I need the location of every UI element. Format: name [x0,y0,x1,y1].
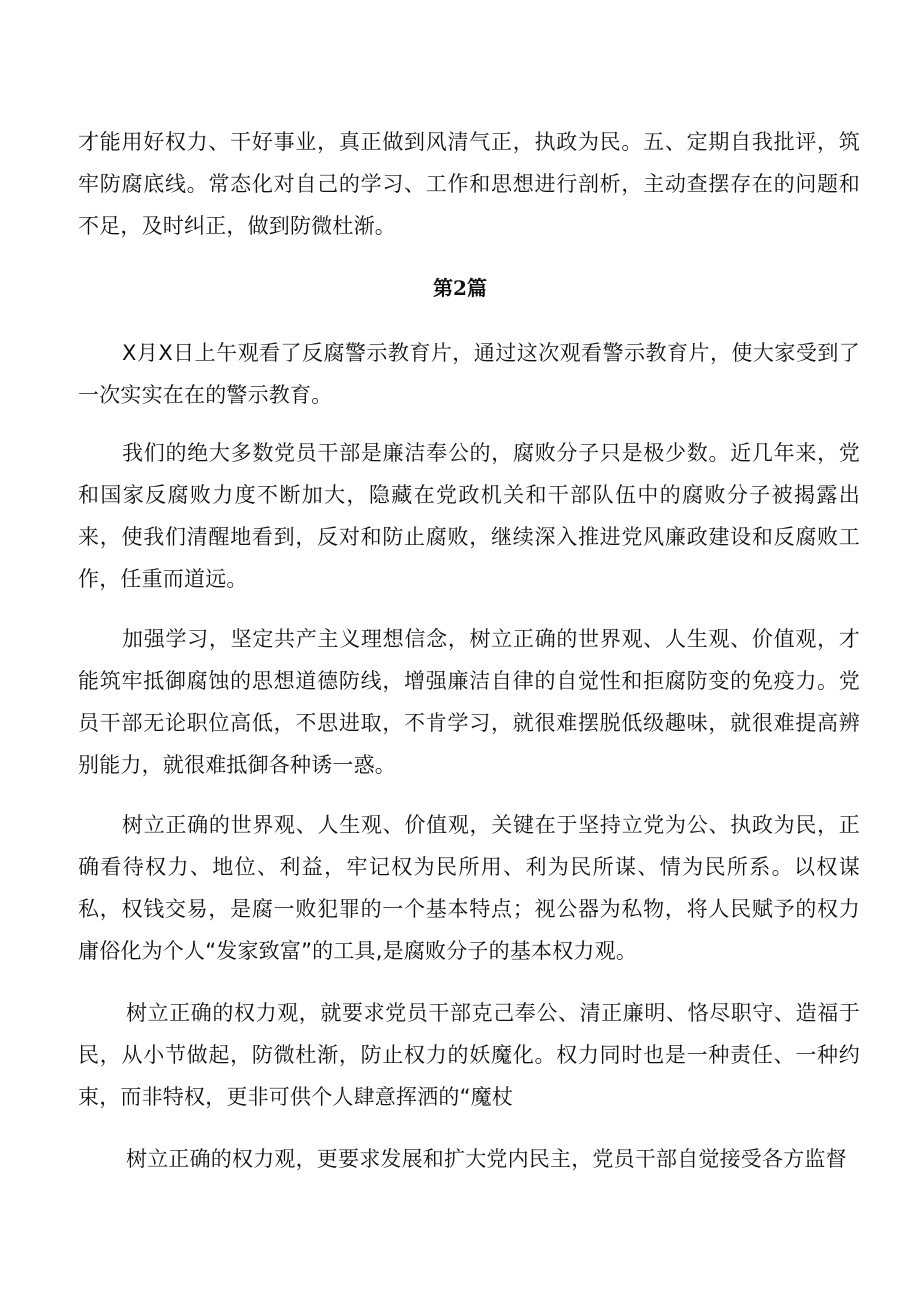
paragraph-continuation: 才能用好权力、干好事业，真正做到风清气正，执政为民。五、定期自我批评，筑牢防腐底线。常态化对自己的学习、工作和思想进行剖析，主动查摆存在的问题和不足，及时纠正，做到防微杜渐。 [78,130,860,238]
paragraph-strengthen-study: 加强学习，坚定共产主义理想信念，树立正确的世界观、人生观、价值观，才能筑牢抵御腐蚀的思想道德防线，增强廉洁自律的自觉性和拒腐防变的免疫力。党员干部无论职位高低，不思进取，不肯学习，就很难摆脱低级趣味，就很难提高辨别能力，就很难抵御各种诱一惑。 [78,627,860,777]
paragraph-democracy: 树立正确的权力观，更要求发展和扩大党内民主，党员干部自觉接受各方监督 [126,1147,847,1171]
paragraph-worldview: 树立正确的世界观、人生观、价值观，关键在于坚持立党为公、执政为民，正确看待权力、地位、利益，牢记权为民所用、利为民所谋、情为民所系。以权谋私，权钱交易，是腐一败犯罪的一个基本特点；视公器为私物，将人民赋予的权力庸俗化为个人“发家致富”的工具,是腐败分子的基本权力观。 [78,813,860,963]
paragraph-power-view: 树立正确的权力观，就要求党员干部克己奉公、清正廉明、恪尽职守、造福于民，从小节做起，防微杜渐，防止权力的妖魔化。权力同时也是一种责任、一种约束，而非特权，更非可供个人肆意挥洒的“魔杖 [78,1001,860,1109]
paragraph-majority-clean: 我们的绝大多数党员干部是廉洁奉公的，腐败分子只是极少数。近几年来，党和国家反腐败力度不断加大，隐藏在党政机关和干部队伍中的腐败分子被揭露出来，使我们清醒地看到，反对和防止腐败，继续深入推进党风廉政建设和反腐败工作，任重而道远。 [78,441,860,591]
paragraph-intro: X月X日上午观看了反腐警示教育片，通过这次观看警示教育片，使大家受到了一次实实在在的警示教育。 [78,341,860,407]
section-heading: 第2篇 [433,276,487,300]
